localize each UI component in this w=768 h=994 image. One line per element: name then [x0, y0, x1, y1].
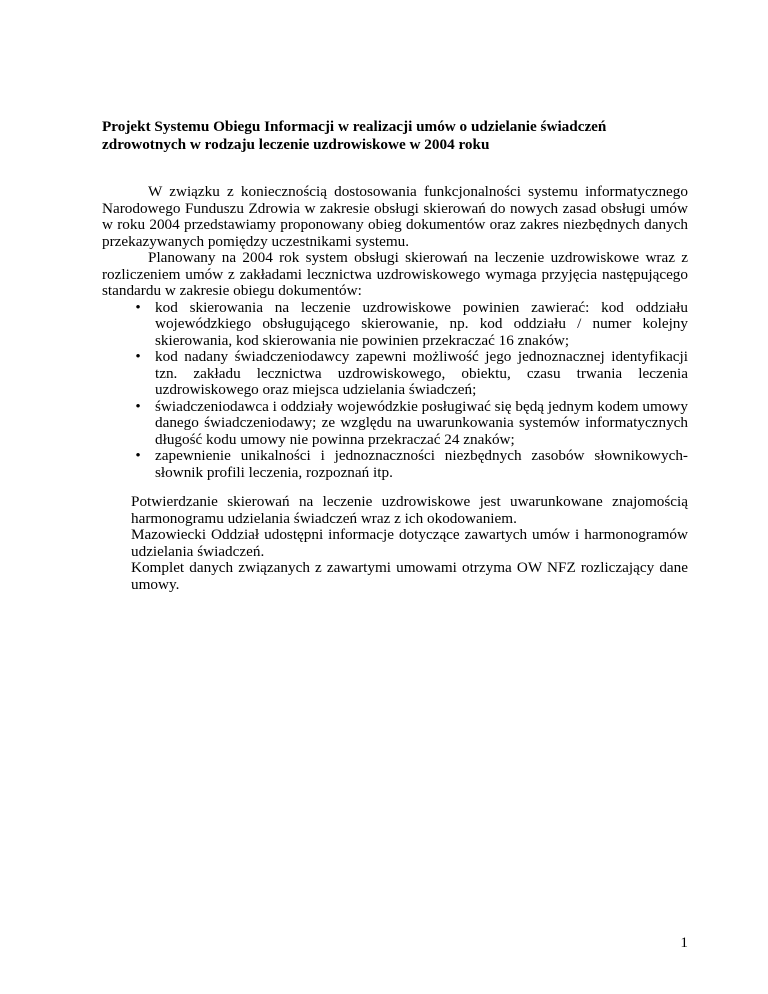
- document-title: Projekt Systemu Obiegu Informacji w realizacji umów o udzielanie świadczeń zdrowotnych w rodzaju leczenie uzdrowiskowe w 2004 roku: [102, 118, 607, 153]
- page-number: 1: [680, 934, 688, 951]
- closing-line-komplet: Komplet danych związanych z zawartymi umowami otrzyma OW NFZ rozliczający dane umowy.: [131, 559, 688, 593]
- paragraph-intro: W związku z koniecznością dostosowania funkcjonalności systemu informatycznego Narodowego Funduszu Zdrowia w zakresie obsługi skierowań do nowych zasad obsługi umów w roku 2004 przedstawiamy proponowany obieg dokumentów oraz zakres niezbędnych danych przekazywanych pomiędzy uczestnikami systemu.: [102, 183, 688, 250]
- list-item: [102, 300, 688, 350]
- list-item: [102, 448, 688, 481]
- bullet-icon: •: [135, 298, 141, 316]
- requirements-list: [102, 300, 688, 482]
- list-item: [102, 399, 688, 449]
- closing-line-confirmation: Potwierdzanie skierowań na leczenie uzdrowiskowe jest uwarunkowane znajomością harmonogramu udzielania świadczeń wraz z ich okodowaniem.: [131, 493, 688, 527]
- list-item-text: świadczeniodawca i oddziały wojewódzkie posługiwać się będą jednym kodem umowy danego świadczeniodawy; ze względu na uwarunkowania systemów informatycznych długość kodu umowy nie powinna przekraczać 24 znaków;: [155, 397, 688, 448]
- bullet-icon: •: [135, 397, 141, 415]
- closing-line-mazowiecki: Mazowiecki Oddział udostępni informacje dotyczące zawartych umów i harmonogramów udzielania świadczeń.: [131, 526, 688, 560]
- paragraph-standard: Planowany na 2004 rok system obsługi skierowań na leczenie uzdrowiskowe wraz z rozliczeniem umów z zakładami lecznictwa uzdrowiskowego wymaga przyjęcia następującego standardu w zakresie obiegu dokumentów:: [102, 249, 688, 299]
- list-item: [102, 349, 688, 399]
- bullet-icon: •: [135, 447, 141, 464]
- bullet-icon: •: [135, 348, 141, 365]
- list-item-text: zapewnienie unikalności i jednoznaczności niezbędnych zasobów słownikowych-słownik profili leczenia, rozpoznań itp.: [155, 447, 688, 481]
- list-item-text: kod nadany świadczeniodawcy zapewni możliwość jego jednoznacznej identyfikacji tzn. zakładu lecznictwa uzdrowiskowego, obiektu, czasu trwania leczenia uzdrowiskowego oraz miejsca udzielania świadczeń;: [155, 348, 688, 398]
- list-item-text: kod skierowania na leczenie uzdrowiskowe powinien zawierać: kod oddziału wojewódzkiego obsługującego skierowanie, np. kod oddziału / numer kolejny skierowania, kod skierowania nie powinien przekraczać 16 znaków;: [155, 298, 688, 349]
- document-body: [102, 184, 688, 481]
- closing-block: [131, 494, 688, 593]
